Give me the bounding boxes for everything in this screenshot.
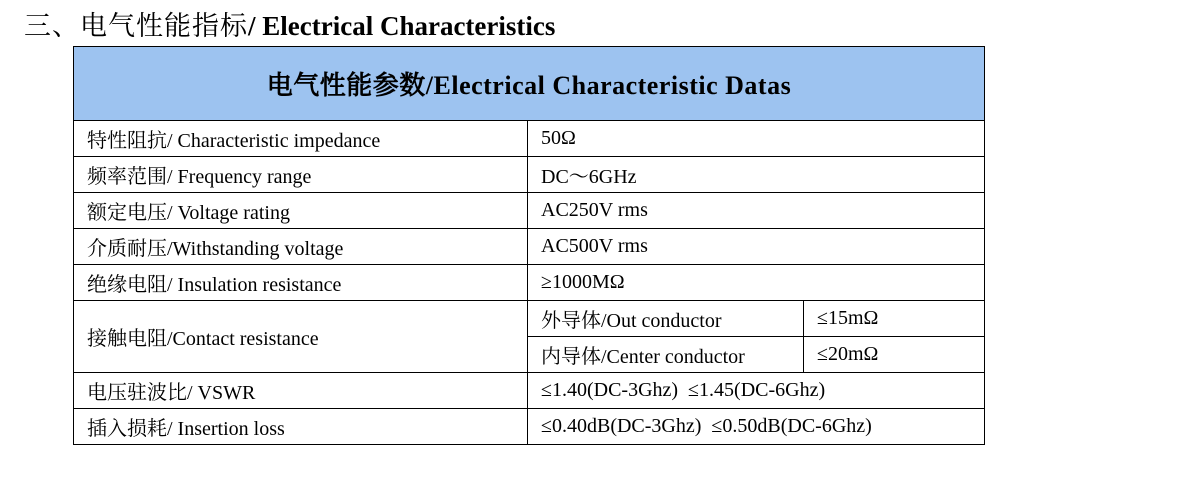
section-title-en: / Electrical Characteristics: [248, 11, 556, 41]
sub-value-cell: ≤20mΩ: [804, 337, 985, 373]
value-cell: ≤0.40dB(DC-3Ghz) ≤0.50dB(DC-6Ghz): [528, 409, 985, 445]
table-row: [74, 193, 985, 229]
value-cell: ≤1.40(DC-3Ghz) ≤1.45(DC-6Ghz): [528, 373, 985, 409]
param-cell: 特性阻抗/ Characteristic impedance: [74, 121, 528, 157]
param-cell: 额定电压/ Voltage rating: [74, 193, 528, 229]
sub-param-cell: 外导体/Out conductor: [528, 301, 804, 337]
table-row: [74, 373, 985, 409]
table-row: [74, 121, 985, 157]
param-cell: 电压驻波比/ VSWR: [74, 373, 528, 409]
value-cell: DC～6GHz: [528, 157, 985, 193]
table-row: [74, 409, 985, 445]
value-cell: ≥1000MΩ: [528, 265, 985, 301]
value-cell: AC500V rms: [528, 229, 985, 265]
table-row: [74, 265, 985, 301]
electrical-characteristics-table: [73, 46, 985, 445]
sub-value-cell: ≤15mΩ: [804, 301, 985, 337]
param-cell: 频率范围/ Frequency range: [74, 157, 528, 193]
table-header-row: [74, 47, 985, 121]
param-cell: 介质耐压/Withstanding voltage: [74, 229, 528, 265]
sub-param-cell: 内导体/Center conductor: [528, 337, 804, 373]
section-title-cn: 三、电气性能指标: [24, 11, 248, 42]
table-row-contact-outer: [74, 301, 985, 337]
param-cell-contact: 接触电阻/Contact resistance: [74, 301, 528, 373]
value-cell: 50Ω: [528, 121, 985, 157]
table-row: [74, 157, 985, 193]
table-row: [74, 229, 985, 265]
param-cell: 绝缘电阻/ Insulation resistance: [74, 265, 528, 301]
table-header: 电气性能参数/Electrical Characteristic Datas: [74, 47, 985, 121]
param-cell: 插入损耗/ Insertion loss: [74, 409, 528, 445]
section-title: [24, 8, 555, 44]
value-cell: AC250V rms: [528, 193, 985, 229]
